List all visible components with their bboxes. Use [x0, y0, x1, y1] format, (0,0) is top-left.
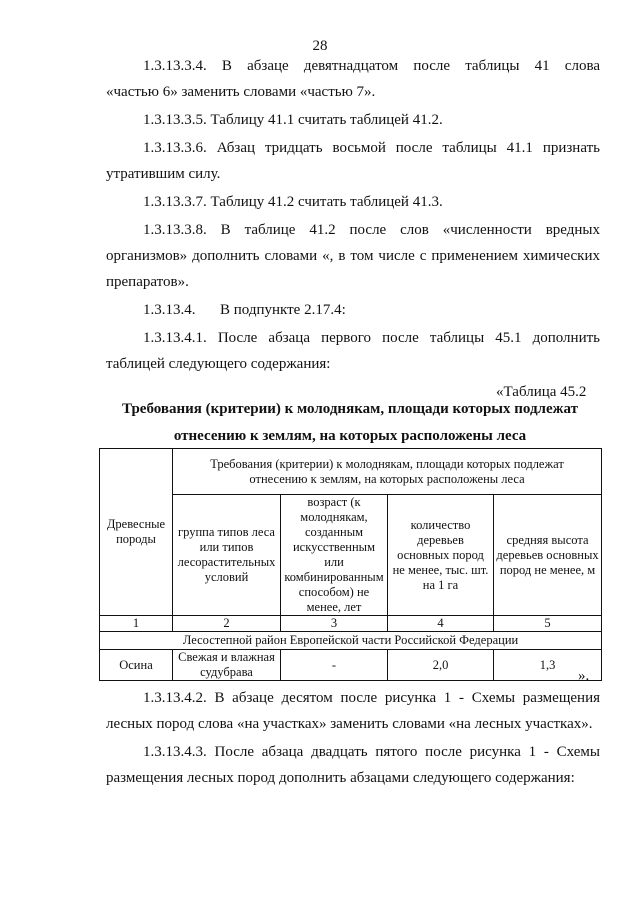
table-region-row	[100, 632, 602, 650]
table-cell-species: Осина	[100, 650, 173, 681]
paragraph-3-line-2: утратившим силу.	[106, 166, 221, 182]
paragraph-7-line-1: 1.3.13.4.1. После абзаца первого после таблицы 45.1 дополнить	[143, 330, 600, 346]
paragraph-7-line-2: таблицей следующего содержания:	[106, 356, 331, 372]
table-title-line-1: Требования (критерии) к молоднякам, площади которых подлежат	[122, 401, 578, 417]
paragraph-6-text: В подпункте 2.17.4:	[220, 302, 346, 318]
paragraph-9-line-1: 1.3.13.4.3. После абзаца двадцать пятого после рисунка 1 - Схемы	[143, 744, 600, 760]
table-column-number: 3	[281, 616, 388, 632]
paragraph-1-line-1: 1.3.13.3.4. В абзаце девятнадцатом после таблицы 41 слова	[143, 58, 600, 74]
table-column-number: 5	[494, 616, 602, 632]
page-number: 28	[312, 38, 328, 54]
table-data-row	[100, 650, 602, 681]
table-cell-average-height: 1,3	[494, 650, 602, 681]
paragraph-9-line-2: размещения лесных пород дополнить абзацами следующего содержания:	[106, 770, 575, 786]
table-header-tree-count: количество деревьев основных пород не менее, тыс. шт. на 1 га	[388, 495, 494, 616]
table-header-species: Древесные породы	[100, 449, 173, 616]
table-cell-tree-count: 2,0	[388, 650, 494, 681]
table-title	[100, 396, 600, 450]
paragraph-5-line-1: 1.3.13.3.8. В таблице 41.2 после слов «численности вредных	[143, 222, 600, 238]
table-closing-quote: ».	[578, 668, 590, 684]
table-header-average-height: средняя высота деревьев основных пород не менее, м	[494, 495, 602, 616]
table-column-numbers-row	[100, 616, 602, 632]
requirements-table	[99, 448, 602, 681]
table-header-row-2	[100, 495, 602, 616]
table-header-group: Требования (критерии) к молоднякам, площади которых подлежат отнесению к землям, на которых расположены леса	[173, 449, 602, 495]
paragraph-5-line-2: организмов» дополнить словами «, в том числе с применением химических	[106, 248, 600, 264]
table-column-number: 4	[388, 616, 494, 632]
paragraph-3-line-1: 1.3.13.3.6. Абзац тридцать восьмой после таблицы 41.1 признать	[143, 140, 600, 156]
table-region-label: Лесостепной район Европейской части Российской Федерации	[100, 632, 602, 650]
table-cell-forest-type: Свежая и влажная судубрава	[173, 650, 281, 681]
paragraph-8-line-1: 1.3.13.4.2. В абзаце десятом после рисунка 1 - Схемы размещения	[143, 690, 600, 706]
paragraph-1-line-2: «частью 6» заменить словами «частью 7».	[106, 84, 376, 100]
table-title-line-2: отнесению к землям, на которых расположены леса	[173, 428, 527, 444]
table-reference: «Таблица 45.2	[496, 384, 587, 400]
table-header-forest-type: группа типов леса или типов лесорастительных условий	[173, 495, 281, 616]
paragraph-4: 1.3.13.3.7. Таблицу 41.2 считать таблицей 41.3.	[143, 194, 443, 210]
table-cell-age: -	[281, 650, 388, 681]
paragraph-6-number: 1.3.13.4.	[143, 302, 196, 318]
table-header-row-1	[100, 449, 602, 495]
table-header-age: возраст (к молоднякам, созданным искусственным или комбинированным способом) не менее, лет	[281, 495, 388, 616]
paragraph-2: 1.3.13.3.5. Таблицу 41.1 считать таблицей 41.2.	[143, 112, 443, 128]
paragraph-8-line-2: лесных пород слова «на участках» заменить словами «на лесных участках».	[106, 716, 593, 732]
table-column-number: 1	[100, 616, 173, 632]
paragraph-5-line-3: препаратов».	[106, 274, 189, 290]
table-column-number: 2	[173, 616, 281, 632]
